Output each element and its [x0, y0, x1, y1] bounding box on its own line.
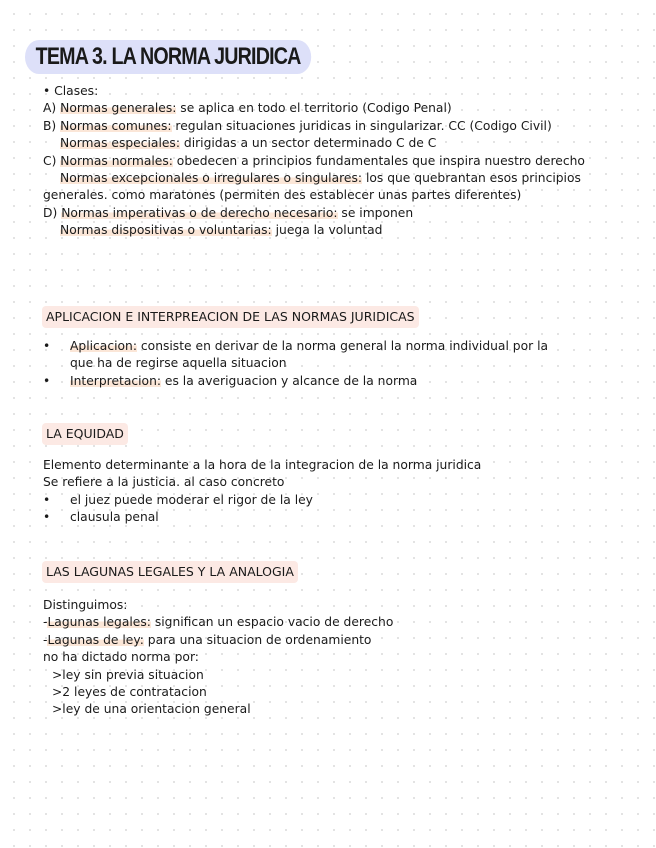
bullet-icon: • [43, 510, 51, 525]
lagunas-ley-term: Lagunas de ley: [47, 632, 144, 647]
lagunas-legales-prefix: - [43, 615, 48, 630]
lagunas-heading: LAS LAGUNAS LEGALES Y LA ANALOGIA [42, 561, 298, 583]
lagunas-sub-3: >ley de una orientacion general [52, 702, 251, 717]
equidad-heading: LA EQUIDAD [42, 423, 128, 445]
bullet-icon: • [43, 339, 51, 353]
list-item [43, 338, 638, 373]
clase-c2-term: Normas excepcionales o irregulares o singulares: [60, 171, 363, 186]
aplicacion-term: Aplicacion: [70, 339, 137, 353]
clase-d2-desc: juega la voluntad [271, 223, 383, 238]
lagunas-intro: Distinguimos: [43, 598, 128, 612]
list-item [43, 492, 638, 509]
interpretacion-desc: es la averiguacion y alcance de la norma [161, 373, 418, 388]
aplicacion-list [43, 338, 638, 390]
page-title: TEMA 3. LA NORMA JURIDICA [25, 40, 311, 74]
clase-b2 [43, 135, 638, 152]
clase-d2-term: Normas dispositivas o voluntarias: [60, 223, 272, 238]
clase-c [43, 153, 638, 170]
lagunas-legales [43, 614, 638, 631]
clase-c2 [43, 170, 638, 205]
clases-intro: • Clases: [43, 84, 99, 98]
aplicacion-more: que ha de regirse aquella situacion [70, 356, 287, 371]
list-item [43, 509, 638, 526]
clase-d-desc: se imponen [337, 205, 414, 220]
clase-b-desc: regulan situaciones juridicas in singularizar. CC (Codigo Civil) [171, 118, 552, 133]
list-item [43, 373, 638, 390]
clase-b [43, 118, 638, 135]
clase-d2 [43, 222, 638, 239]
aplicacion-heading: APLICACION E INTERPREACION DE LAS NORMAS JURIDICAS [42, 306, 419, 328]
bullet-icon: • [43, 373, 51, 388]
clase-d [43, 205, 638, 222]
lagunas-legales-term: Lagunas legales: [47, 615, 151, 630]
clase-b-prefix: B) [43, 118, 61, 133]
lagunas-ley-prefix: - [43, 632, 48, 647]
clase-a [43, 100, 638, 117]
bullet-icon: • [43, 492, 51, 507]
equidad-line-1: Elemento determinante a la hora de la integracion de la norma juridica [43, 458, 482, 472]
lagunas-sub-2: >2 leyes de contratacion [52, 685, 207, 700]
equidad-line-2: Se refiere a la justicia. al caso concreto [43, 475, 285, 490]
lagunas-line-3: no ha dictado norma por: [43, 650, 199, 665]
clase-c-prefix: C) [43, 153, 61, 168]
clase-b2-desc: dirigidas a un sector determinado C de C [179, 136, 437, 151]
lagunas-ley [43, 632, 638, 649]
lagunas-legales-desc: significan un espacio vacio de derecho [150, 615, 394, 630]
clase-c-term: Normas normales: [60, 153, 173, 168]
interpretacion-term: Interpretacion: [70, 373, 162, 388]
equidad-item-1: el juez puede moderar el rigor de la ley [70, 492, 313, 507]
lagunas-section [43, 597, 638, 719]
clase-a-desc: se aplica en todo el territorio (Codigo Penal) [176, 101, 452, 116]
equidad-item-2: clausula penal [70, 510, 159, 525]
clases-section [43, 83, 638, 240]
aplicacion-desc: consiste en derivar de la norma general la norma individual por la [137, 339, 549, 353]
clase-a-term: Normas generales: [60, 101, 177, 116]
clase-c2-desc: los que quebrantan esos principios generales. como maratones (permiten des establecer unas partes diferentes) [43, 171, 581, 203]
clase-a-prefix: A) [43, 101, 61, 116]
lagunas-ley-desc: para una situacion de ordenamiento [143, 632, 372, 647]
lagunas-sub-1: >ley sin previa situacion [52, 667, 204, 682]
clase-b-term: Normas comunes: [60, 118, 172, 133]
clase-c-desc: obedecen a principios fundamentales que inspira nuestro derecho [172, 153, 585, 168]
clase-d-term: Normas imperativas o de derecho necesario: [61, 205, 338, 220]
clase-d-prefix: D) [43, 205, 62, 220]
equidad-section [43, 457, 638, 527]
clase-b2-term: Normas especiales: [60, 136, 180, 151]
